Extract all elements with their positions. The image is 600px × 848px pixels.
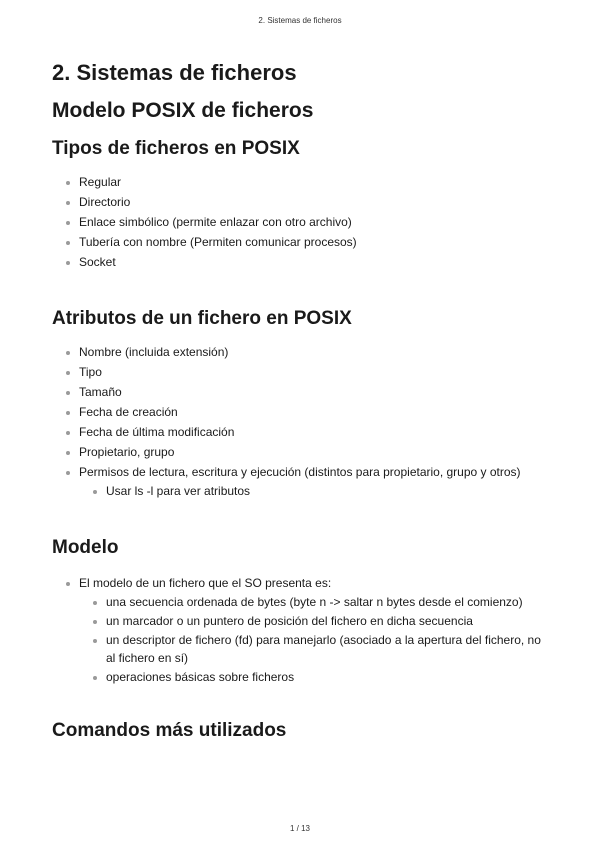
section-comandos [52, 721, 552, 740]
list-item: Tubería con nombre (Permiten comunicar procesos) [52, 232, 552, 252]
list-tipos [52, 172, 552, 272]
list-item: Fecha de última modificación [52, 422, 552, 442]
list-item: Regular [52, 172, 552, 192]
section-heading-comandos: Comandos más utilizados [52, 720, 287, 741]
sublist-item: un descriptor de fichero (fd) para manejarlo (asociado a la apertura del fichero, no al fichero en sí) [79, 631, 552, 668]
section-heading-tipos: Tipos de ficheros en POSIX [52, 138, 300, 159]
list-item: Socket [52, 252, 552, 272]
list-item: Directorio [52, 192, 552, 212]
section-atributos [52, 309, 552, 501]
list-item: Propietario, grupo [52, 442, 552, 462]
list-item: Nombre (incluida extensión) [52, 342, 552, 362]
section-modelo [52, 538, 552, 687]
document-body [52, 62, 552, 740]
list-item-text: El modelo de un fichero que el SO presenta es: [79, 576, 332, 590]
sublist-item: una secuencia ordenada de bytes (byte n -> saltar n bytes desde el comienzo) [79, 593, 552, 612]
list-item: Fecha de creación [52, 402, 552, 422]
page-number: 1 / 13 [289, 824, 310, 833]
list-item-modelo [52, 573, 552, 687]
sublist-item: Usar ls -l para ver atributos [79, 482, 552, 501]
document-title: 2. Sistemas de ficheros [52, 60, 297, 85]
list-atributos [52, 342, 552, 501]
section-heading-atributos: Atributos de un fichero en POSIX [52, 308, 352, 329]
list-modelo [52, 573, 552, 687]
sublist-modelo [79, 593, 552, 687]
document-subtitle: Modelo POSIX de ficheros [52, 99, 314, 122]
sublist-item: operaciones básicas sobre ficheros [79, 668, 552, 687]
running-head: 2. Sistemas de ficheros [258, 16, 342, 25]
list-item: Tamaño [52, 382, 552, 402]
sublist-item: un marcador o un puntero de posición del fichero en dicha secuencia [79, 612, 552, 631]
section-heading-modelo: Modelo [52, 537, 119, 558]
section-tipos [52, 139, 552, 272]
list-item: Tipo [52, 362, 552, 382]
list-item-permisos [52, 462, 552, 501]
list-item-text: Permisos de lectura, escritura y ejecución (distintos para propietario, grupo y otros) [79, 465, 521, 479]
list-item: Enlace simbólico (permite enlazar con otro archivo) [52, 212, 552, 232]
sublist-atributos [79, 482, 552, 501]
